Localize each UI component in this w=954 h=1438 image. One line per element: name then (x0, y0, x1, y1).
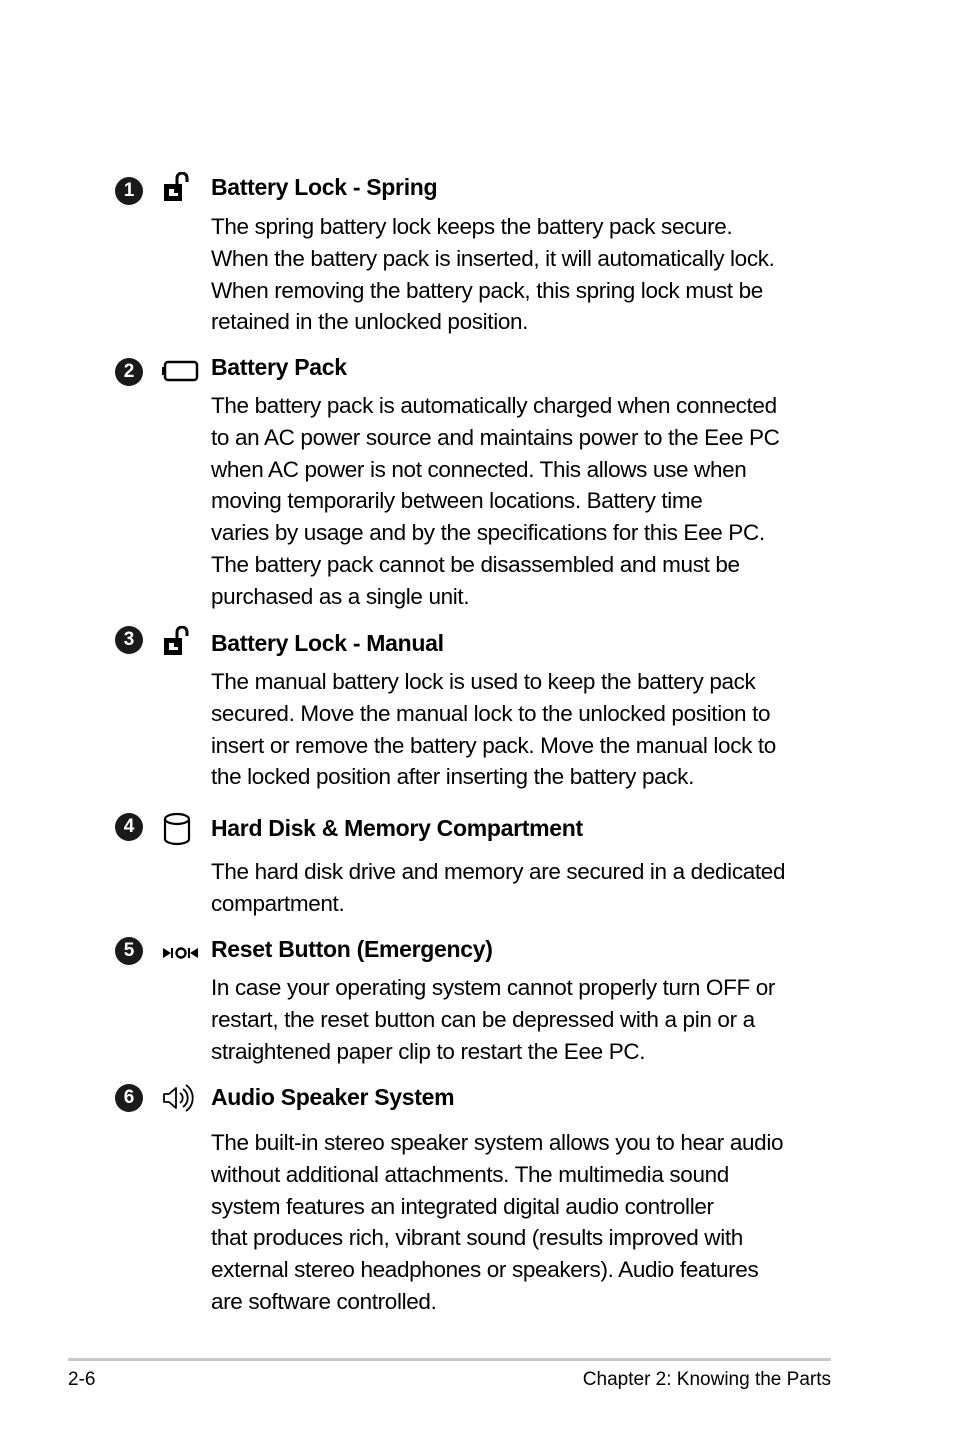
body-line: The battery pack is automatically charged when connected (211, 393, 777, 418)
battery-icon (160, 356, 200, 388)
body-line: secured. Move the manual lock to the unlocked position to (211, 700, 771, 726)
number-badge: 1 (115, 177, 143, 205)
section-body (211, 1127, 836, 1318)
body-line: The battery pack cannot be disassembled and must be (211, 551, 740, 577)
body-line: straightened paper clip to restart the Eee PC. (211, 1038, 646, 1064)
body-line: The spring battery lock keeps the battery pack secure. (211, 214, 733, 239)
unlock-icon (160, 172, 200, 204)
body-line: external stereo headphones or speakers). Audio features (211, 1257, 759, 1283)
section-body (211, 856, 836, 920)
section-body (211, 390, 836, 613)
body-line: the locked position after inserting the battery pack. (211, 764, 694, 790)
chapter-title: Chapter 2: Knowing the Parts (582, 1369, 831, 1390)
number-badge: 4 (115, 813, 143, 841)
body-line: The hard disk drive and memory are secured in a dedicated (211, 859, 786, 884)
section-body (211, 211, 836, 338)
section-body (211, 666, 836, 793)
body-line: when AC power is not connected. This allows use when (211, 456, 747, 482)
section-title: Reset Button (Emergency) (211, 936, 493, 962)
section-title: Battery Lock - Manual (211, 630, 444, 656)
body-line: varies by usage and by the specifications for this Eee PC. (211, 520, 765, 546)
footer-divider (68, 1358, 831, 1361)
section-title: Audio Speaker System (211, 1084, 455, 1110)
speaker-icon (160, 1082, 200, 1114)
body-line: that produces rich, vibrant sound (results improved with (211, 1225, 743, 1251)
body-line: purchased as a single unit. (211, 583, 470, 609)
section-title: Battery Lock - Spring (211, 174, 438, 200)
body-line: compartment. (211, 890, 345, 916)
body-line: When the battery pack is inserted, it will automatically lock. (211, 245, 775, 271)
body-line: are software controlled. (211, 1288, 437, 1314)
body-line: In case your operating system cannot properly turn OFF or (211, 975, 776, 1000)
body-line: to an AC power source and maintains power to the Eee PC (211, 424, 780, 450)
body-line: restart, the reset button can be depressed with a pin or a (211, 1006, 755, 1032)
section-title: Hard Disk & Memory Compartment (211, 815, 583, 841)
body-line: retained in the unlocked position. (211, 309, 529, 335)
number-badge: 2 (115, 358, 143, 386)
section-body (211, 972, 836, 1067)
number-badge: 5 (115, 937, 143, 965)
body-line: without additional attachments. The multimedia sound (211, 1161, 729, 1187)
unlock-icon (160, 626, 200, 658)
number-badge: 6 (115, 1084, 143, 1112)
page-number: 2-6 (68, 1369, 96, 1390)
reset-icon (160, 937, 200, 969)
section-title: Battery Pack (211, 354, 347, 380)
body-line: insert or remove the battery pack. Move the manual lock to (211, 732, 776, 758)
body-line: The built-in stereo speaker system allows you to hear audio (211, 1130, 784, 1155)
body-line: The manual battery lock is used to keep the battery pack (211, 669, 756, 694)
body-line: moving temporarily between locations. Battery time (211, 488, 703, 514)
number-badge: 3 (115, 626, 143, 654)
hard-disk-icon (160, 811, 200, 849)
body-line: system features an integrated digital audio controller (211, 1193, 714, 1219)
body-line: When removing the battery pack, this spring lock must be (211, 277, 763, 303)
